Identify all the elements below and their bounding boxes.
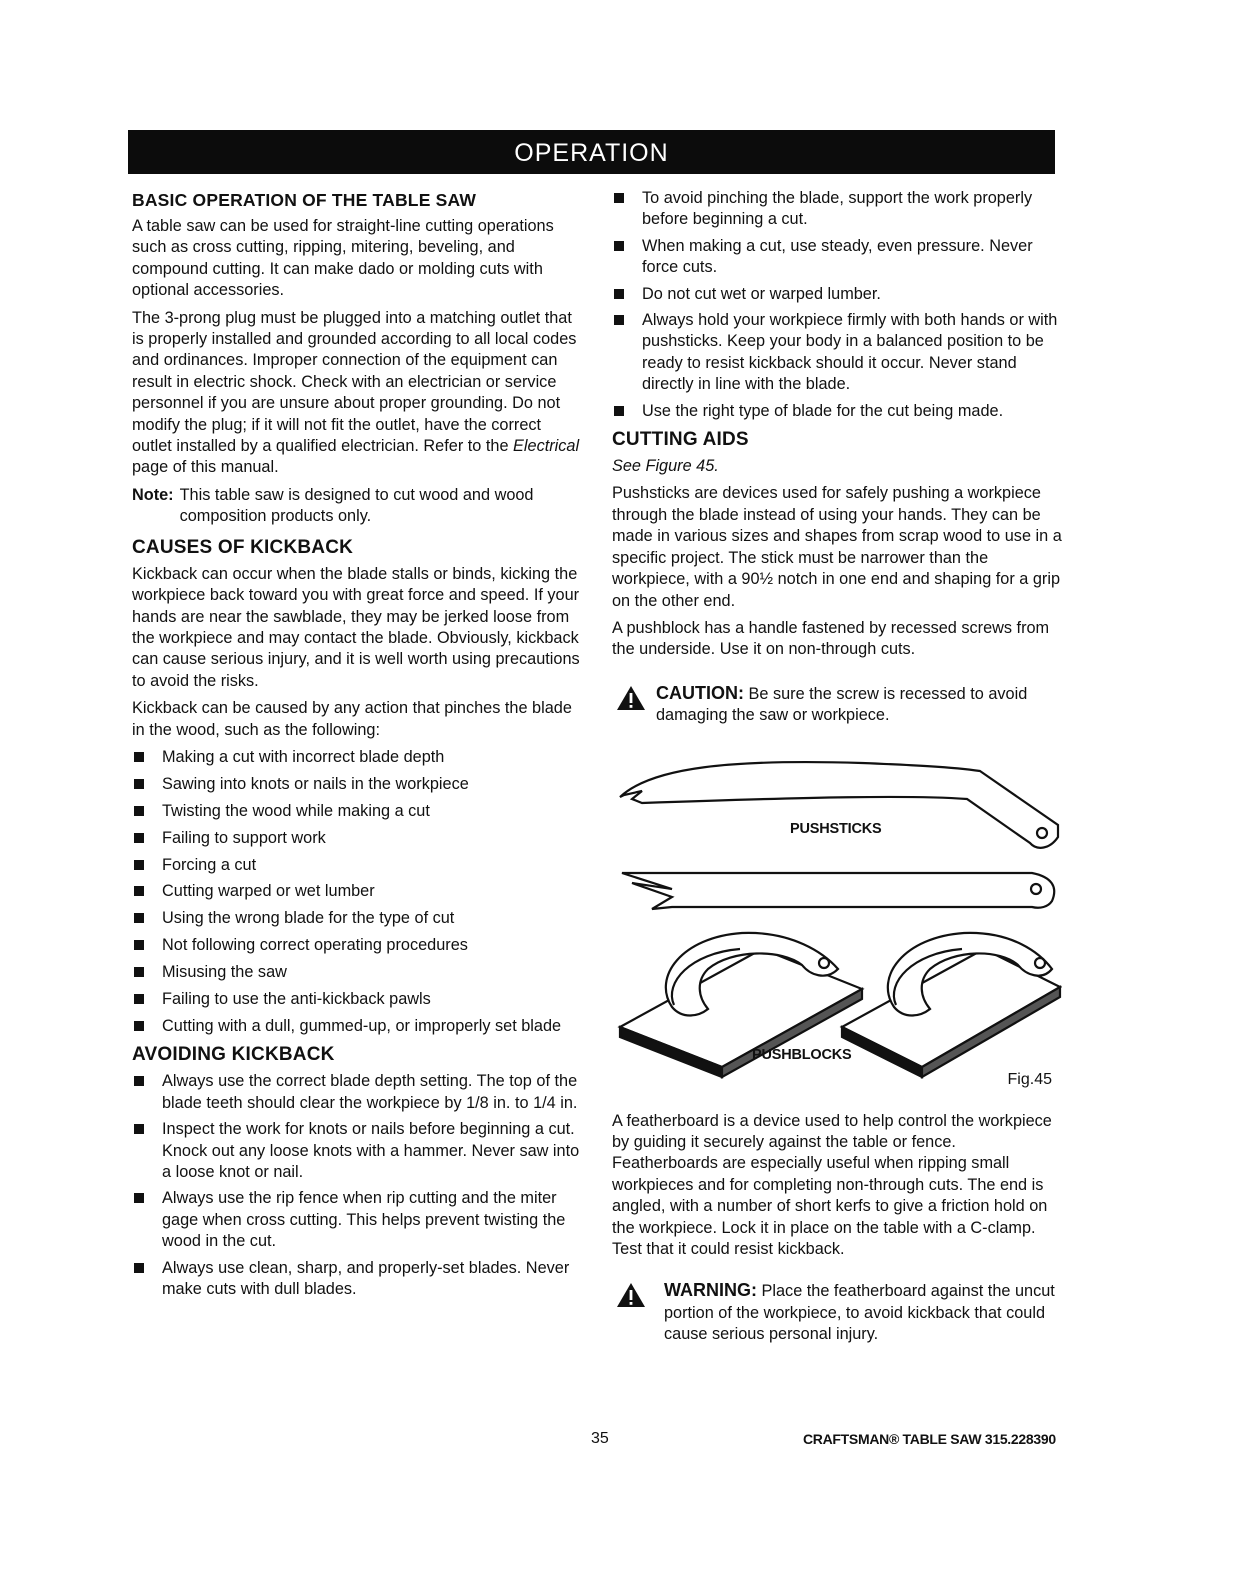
basic-paragraph-1: A table saw can be used for straight-line cutting operations such as cross cutting, ripping, mitering, beveling, and compound cutting. It can make dado or molding cuts with optional accessories. bbox=[132, 217, 554, 300]
note-text: This table saw is designed to cut wood and wood composition products only. bbox=[179, 485, 534, 526]
figure-45 bbox=[612, 737, 1062, 1087]
figure-reference: See Figure 45. bbox=[612, 457, 719, 476]
square-bullet-icon bbox=[134, 913, 144, 923]
section-title: OPERATION bbox=[514, 139, 669, 167]
square-bullet-icon bbox=[134, 940, 144, 950]
basic-paragraph-2 bbox=[132, 308, 582, 479]
list-item: Cutting with a dull, gummed-up, or improperly set blade bbox=[132, 1016, 582, 1037]
note-label: Note: bbox=[132, 485, 174, 504]
caution-label: CAUTION: bbox=[656, 682, 744, 703]
avoiding-list bbox=[132, 1071, 582, 1300]
basic-operation-heading: BASIC OPERATION OF THE TABLE SAW bbox=[132, 190, 477, 210]
list-item: Always use the correct blade depth setting. The top of the blade teeth should clear the workpiece by 1/8 in. to 1/4 in. bbox=[132, 1071, 582, 1114]
warning-label: WARNING: bbox=[664, 1280, 757, 1301]
square-bullet-icon bbox=[614, 315, 624, 325]
causes-paragraph-2: Kickback can be caused by any action that pinches the blade in the wood, such as the following: bbox=[132, 699, 572, 739]
list-item: To avoid pinching the blade, support the work properly before beginning a cut. bbox=[612, 188, 1062, 231]
section-banner bbox=[128, 130, 1055, 174]
square-bullet-icon bbox=[134, 833, 144, 843]
square-bullet-icon bbox=[614, 406, 624, 416]
square-bullet-icon bbox=[134, 1193, 144, 1203]
list-item: Use the right type of blade for the cut being made. bbox=[612, 401, 1062, 422]
pushstick-straight bbox=[622, 873, 1054, 909]
list-item: Always hold your workpiece firmly with both hands or with pushsticks. Keep your body in a balanced position to be ready to resist kickback should it occur. Never stand directly in line with the blade. bbox=[612, 310, 1062, 396]
list-item: Failing to support work bbox=[132, 828, 582, 849]
featherboard-paragraph: A featherboard is a device used to help control the workpiece by guiding it securely against the table or fence. Featherboards are especially useful when ripping small workpieces and for completing non-through cuts. The end is angled, with a number of short kerfs to give a friction hold on the workpiece. Lock it in place on the table with a C-clamp. Test that it could resist kickback. bbox=[612, 1111, 1052, 1258]
list-item: Not following correct operating procedures bbox=[132, 935, 582, 956]
basic-paragraph-2-text: The 3-prong plug must be plugged into a matching outlet that is properly installed and grounded according to all local codes and ordinances. Improper connection of the equipment can result in electric shock. Check with an electrician or service personnel if you are unsure about proper grounding. Do not modify the plug; if it will not fit the outlet, have the correct outlet installed by a qualified electrician. Refer to the bbox=[132, 308, 577, 456]
figure-number: Fig.45 bbox=[1007, 1070, 1052, 1088]
pushsticks-label: PUSHSTICKS bbox=[790, 820, 882, 837]
square-bullet-icon bbox=[614, 289, 624, 299]
square-bullet-icon bbox=[134, 1021, 144, 1031]
list-item: When making a cut, use steady, even pressure. Never force cuts. bbox=[612, 236, 1062, 279]
pushsticks-paragraph: Pushsticks are devices used for safely pushing a workpiece through the blade instead of using your hands. They can be made in various sizes and shapes from scrap wood to use in a specific project. The stick must be narrower than the workpiece, with a 90½ notch in one end and shaping for a grip on the other end. bbox=[612, 484, 1062, 610]
list-item: Inspect the work for knots or nails before beginning a cut. Knock out any loose knots with a hammer. Never saw into a loose knot or nail. bbox=[132, 1119, 582, 1183]
right-column bbox=[612, 188, 1062, 1346]
square-bullet-icon bbox=[134, 1263, 144, 1273]
caution-notice bbox=[612, 683, 1062, 727]
causes-list bbox=[132, 747, 582, 1037]
pushblocks-label: PUSHBLOCKS bbox=[752, 1046, 852, 1063]
square-bullet-icon bbox=[134, 886, 144, 896]
note bbox=[132, 485, 582, 528]
list-item: Always use clean, sharp, and properly-set blades. Never make cuts with dull blades. bbox=[132, 1258, 582, 1301]
square-bullet-icon bbox=[134, 1076, 144, 1086]
list-item: Twisting the wood while making a cut bbox=[132, 801, 582, 822]
list-item: Failing to use the anti-kickback pawls bbox=[132, 989, 582, 1010]
warning-text: WARNING: Place the featherboard against the uncut portion of the workpiece, to avoid kickback that could cause serious personal injury. bbox=[664, 1280, 1055, 1344]
square-bullet-icon bbox=[134, 860, 144, 870]
caution-text: CAUTION: Be sure the screw is recessed to avoid damaging the saw or workpiece. bbox=[656, 682, 1028, 725]
warning-notice bbox=[612, 1280, 1062, 1345]
avoiding-list-continued bbox=[612, 188, 1062, 422]
list-item: Sawing into knots or nails in the workpiece bbox=[132, 774, 582, 795]
page-number: 35 bbox=[591, 1430, 609, 1447]
avoiding-heading: AVOIDING KICKBACK bbox=[132, 1044, 335, 1066]
list-item: Making a cut with incorrect blade depth bbox=[132, 747, 582, 768]
causes-paragraph-1: Kickback can occur when the blade stalls or binds, kicking the workpiece back toward you with great force and speed. If your hands are near the sawblade, they may be jerked loose from the workpiece and may contact the blade. Obviously, kickback can cause serious injury, and it is well worth using precautions to avoid the risks. bbox=[132, 564, 580, 690]
square-bullet-icon bbox=[134, 1124, 144, 1134]
pushblock-paragraph: A pushblock has a handle fastened by recessed screws from the underside. Use it on non-through cuts. bbox=[612, 618, 1050, 659]
square-bullet-icon bbox=[134, 752, 144, 762]
list-item: Forcing a cut bbox=[132, 855, 582, 876]
warning-triangle-icon bbox=[616, 685, 646, 711]
square-bullet-icon bbox=[614, 241, 624, 251]
pushblock-right bbox=[842, 932, 1060, 1076]
square-bullet-icon bbox=[134, 806, 144, 816]
square-bullet-icon bbox=[134, 994, 144, 1004]
list-item: Do not cut wet or warped lumber. bbox=[612, 284, 1062, 305]
square-bullet-icon bbox=[134, 779, 144, 789]
list-item: Using the wrong blade for the type of cut bbox=[132, 908, 582, 929]
square-bullet-icon bbox=[614, 193, 624, 203]
causes-heading: CAUSES OF KICKBACK bbox=[132, 536, 354, 558]
square-bullet-icon bbox=[134, 967, 144, 977]
cutting-aids-heading: CUTTING AIDS bbox=[612, 429, 749, 451]
list-item: Always use the rip fence when rip cutting and the miter gage when cross cutting. This helps prevent twisting the wood in the cut. bbox=[132, 1188, 582, 1252]
footer-brand: CRAFTSMAN® TABLE SAW 315.228390 bbox=[803, 1431, 1056, 1447]
list-item: Cutting warped or wet lumber bbox=[132, 881, 582, 902]
electrical-reference: Electrical bbox=[513, 437, 580, 456]
pushsticks-pushblocks-illustration bbox=[612, 737, 1062, 1087]
basic-paragraph-2-end: page of this manual. bbox=[132, 458, 279, 477]
list-item: Misusing the saw bbox=[132, 962, 582, 983]
left-column bbox=[132, 188, 582, 1306]
warning-triangle-icon bbox=[616, 1282, 646, 1308]
